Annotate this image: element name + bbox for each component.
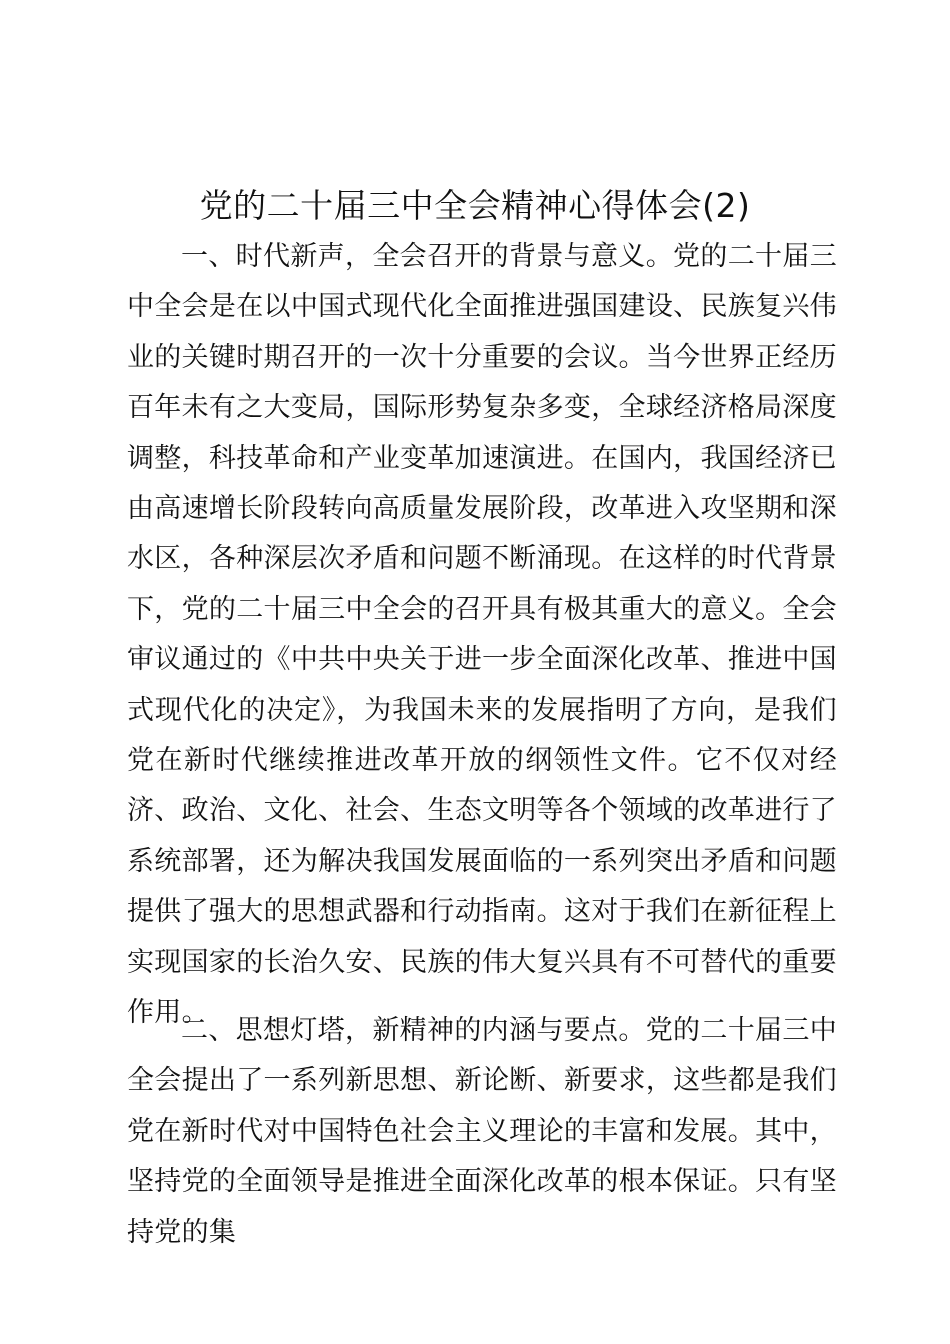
paragraph-background-significance: 一、时代新声，全会召开的背景与意义。党的二十届三中全会是在以中国式现代化全面推进强国建设、民族复兴伟业的关键时期召开的一次十分重要的会议。当今世界正经历百年未有之大变局，国际形势复杂多变，全球经济格局深度调整，科技革命和产业变革加速演进。在国内，我国经济已由高速增长阶段转向高质量发展阶段，改革进入攻坚期和深水区，各种深层次矛盾和问题不断涌现。在这样的时代背景下，党的二十届三中全会的召开具有极其重大的意义。全会审议通过的《中共中央关于进一步全面深化改革、推进中国式现代化的决定》，为我国未来的发展指明了方向，是我们党在新时代继续推进改革开放的纲领性文件。它不仅对经济、政治、文化、社会、生态文明等各个领域的改革进行了系统部署，还为解决我国发展面临的一系列突出矛盾和问题提供了强大的思想武器和行动指南。这对于我们在新征程上实现国家的长治久安、民族的伟大复兴具有不可替代的重要作用。 bbox=[127, 241, 837, 1029]
paragraph-connotation-key-points: 二、思想灯塔，新精神的内涵与要点。党的二十届三中全会提出了一系列新思想、新论断、新要求，这些都是我们党在新时代对中国特色社会主义理论的丰富和发展。其中，坚持党的全面领导是推进全面深化改革的根本保证。只有坚持党的集 bbox=[127, 1015, 837, 1248]
document-title: 党的二十届三中全会精神心得体会(2) bbox=[199, 186, 751, 225]
